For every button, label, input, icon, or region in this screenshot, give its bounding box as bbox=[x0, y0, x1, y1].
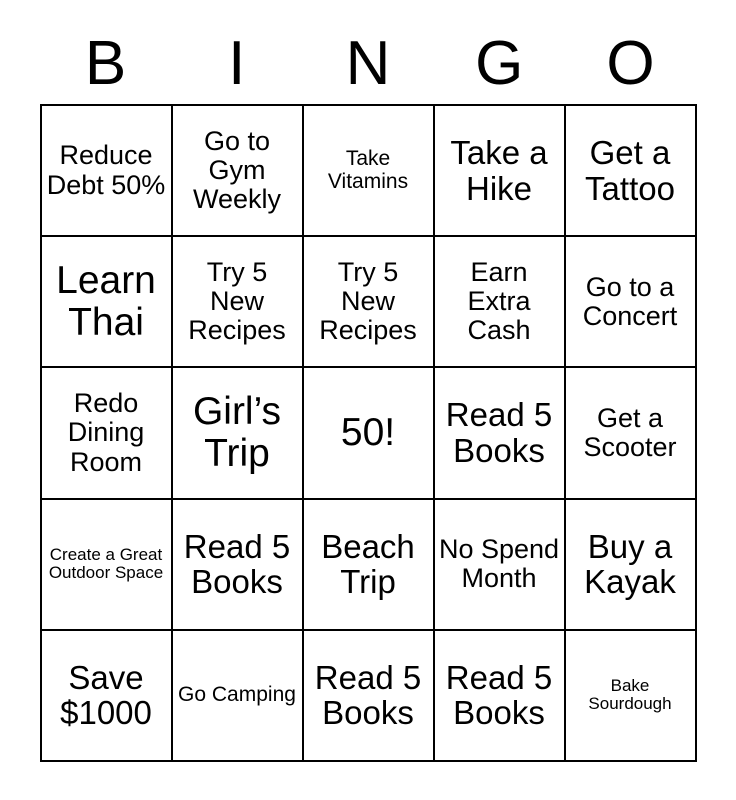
bingo-row bbox=[41, 630, 696, 761]
bingo-cell[interactable]: Bake Sourdough bbox=[565, 630, 696, 761]
header-letter-o: O bbox=[606, 29, 655, 98]
bingo-cell[interactable]: Try 5 New Recipes bbox=[303, 236, 434, 367]
bingo-cell[interactable]: Read 5 Books bbox=[172, 499, 303, 630]
bingo-cell[interactable]: Try 5 New Recipes bbox=[172, 236, 303, 367]
bingo-row bbox=[41, 236, 696, 367]
bingo-cell[interactable]: Read 5 Books bbox=[434, 630, 565, 761]
header-letter-b: B bbox=[84, 29, 127, 98]
bingo-cell[interactable]: Take a Hike bbox=[434, 105, 565, 236]
bingo-cell[interactable]: Reduce Debt 50% bbox=[41, 105, 172, 236]
header-letter-i: I bbox=[228, 29, 246, 98]
bingo-cell-free[interactable]: 50! bbox=[303, 367, 434, 498]
bingo-cell[interactable]: Buy a Kayak bbox=[565, 499, 696, 630]
bingo-cell[interactable]: Go to a Concert bbox=[565, 236, 696, 367]
bingo-cell[interactable]: Redo Dining Room bbox=[41, 367, 172, 498]
bingo-grid bbox=[40, 104, 697, 762]
bingo-row bbox=[41, 367, 696, 498]
bingo-cell[interactable]: Earn Extra Cash bbox=[434, 236, 565, 367]
header-letter-n: N bbox=[345, 29, 391, 98]
bingo-cell[interactable]: Save $1000 bbox=[41, 630, 172, 761]
bingo-cell[interactable]: Go Camping bbox=[172, 630, 303, 761]
bingo-cell[interactable]: Create a Great Outdoor Space bbox=[41, 499, 172, 630]
bingo-row bbox=[41, 499, 696, 630]
header-letter-g: G bbox=[475, 29, 524, 98]
bingo-cell[interactable]: Get a Tattoo bbox=[565, 105, 696, 236]
bingo-cell[interactable]: Learn Thai bbox=[41, 236, 172, 367]
bingo-cell[interactable]: Girl’s Trip bbox=[172, 367, 303, 498]
bingo-cell[interactable]: Take Vitamins bbox=[303, 105, 434, 236]
bingo-cell[interactable]: Read 5 Books bbox=[303, 630, 434, 761]
bingo-cell[interactable]: Go to Gym Weekly bbox=[172, 105, 303, 236]
bingo-cell[interactable]: No Spend Month bbox=[434, 499, 565, 630]
bingo-cell[interactable]: Get a Scooter bbox=[565, 367, 696, 498]
bingo-row bbox=[41, 105, 696, 236]
bingo-header bbox=[40, 26, 696, 98]
bingo-cell[interactable]: Read 5 Books bbox=[434, 367, 565, 498]
bingo-cell[interactable]: Beach Trip bbox=[303, 499, 434, 630]
